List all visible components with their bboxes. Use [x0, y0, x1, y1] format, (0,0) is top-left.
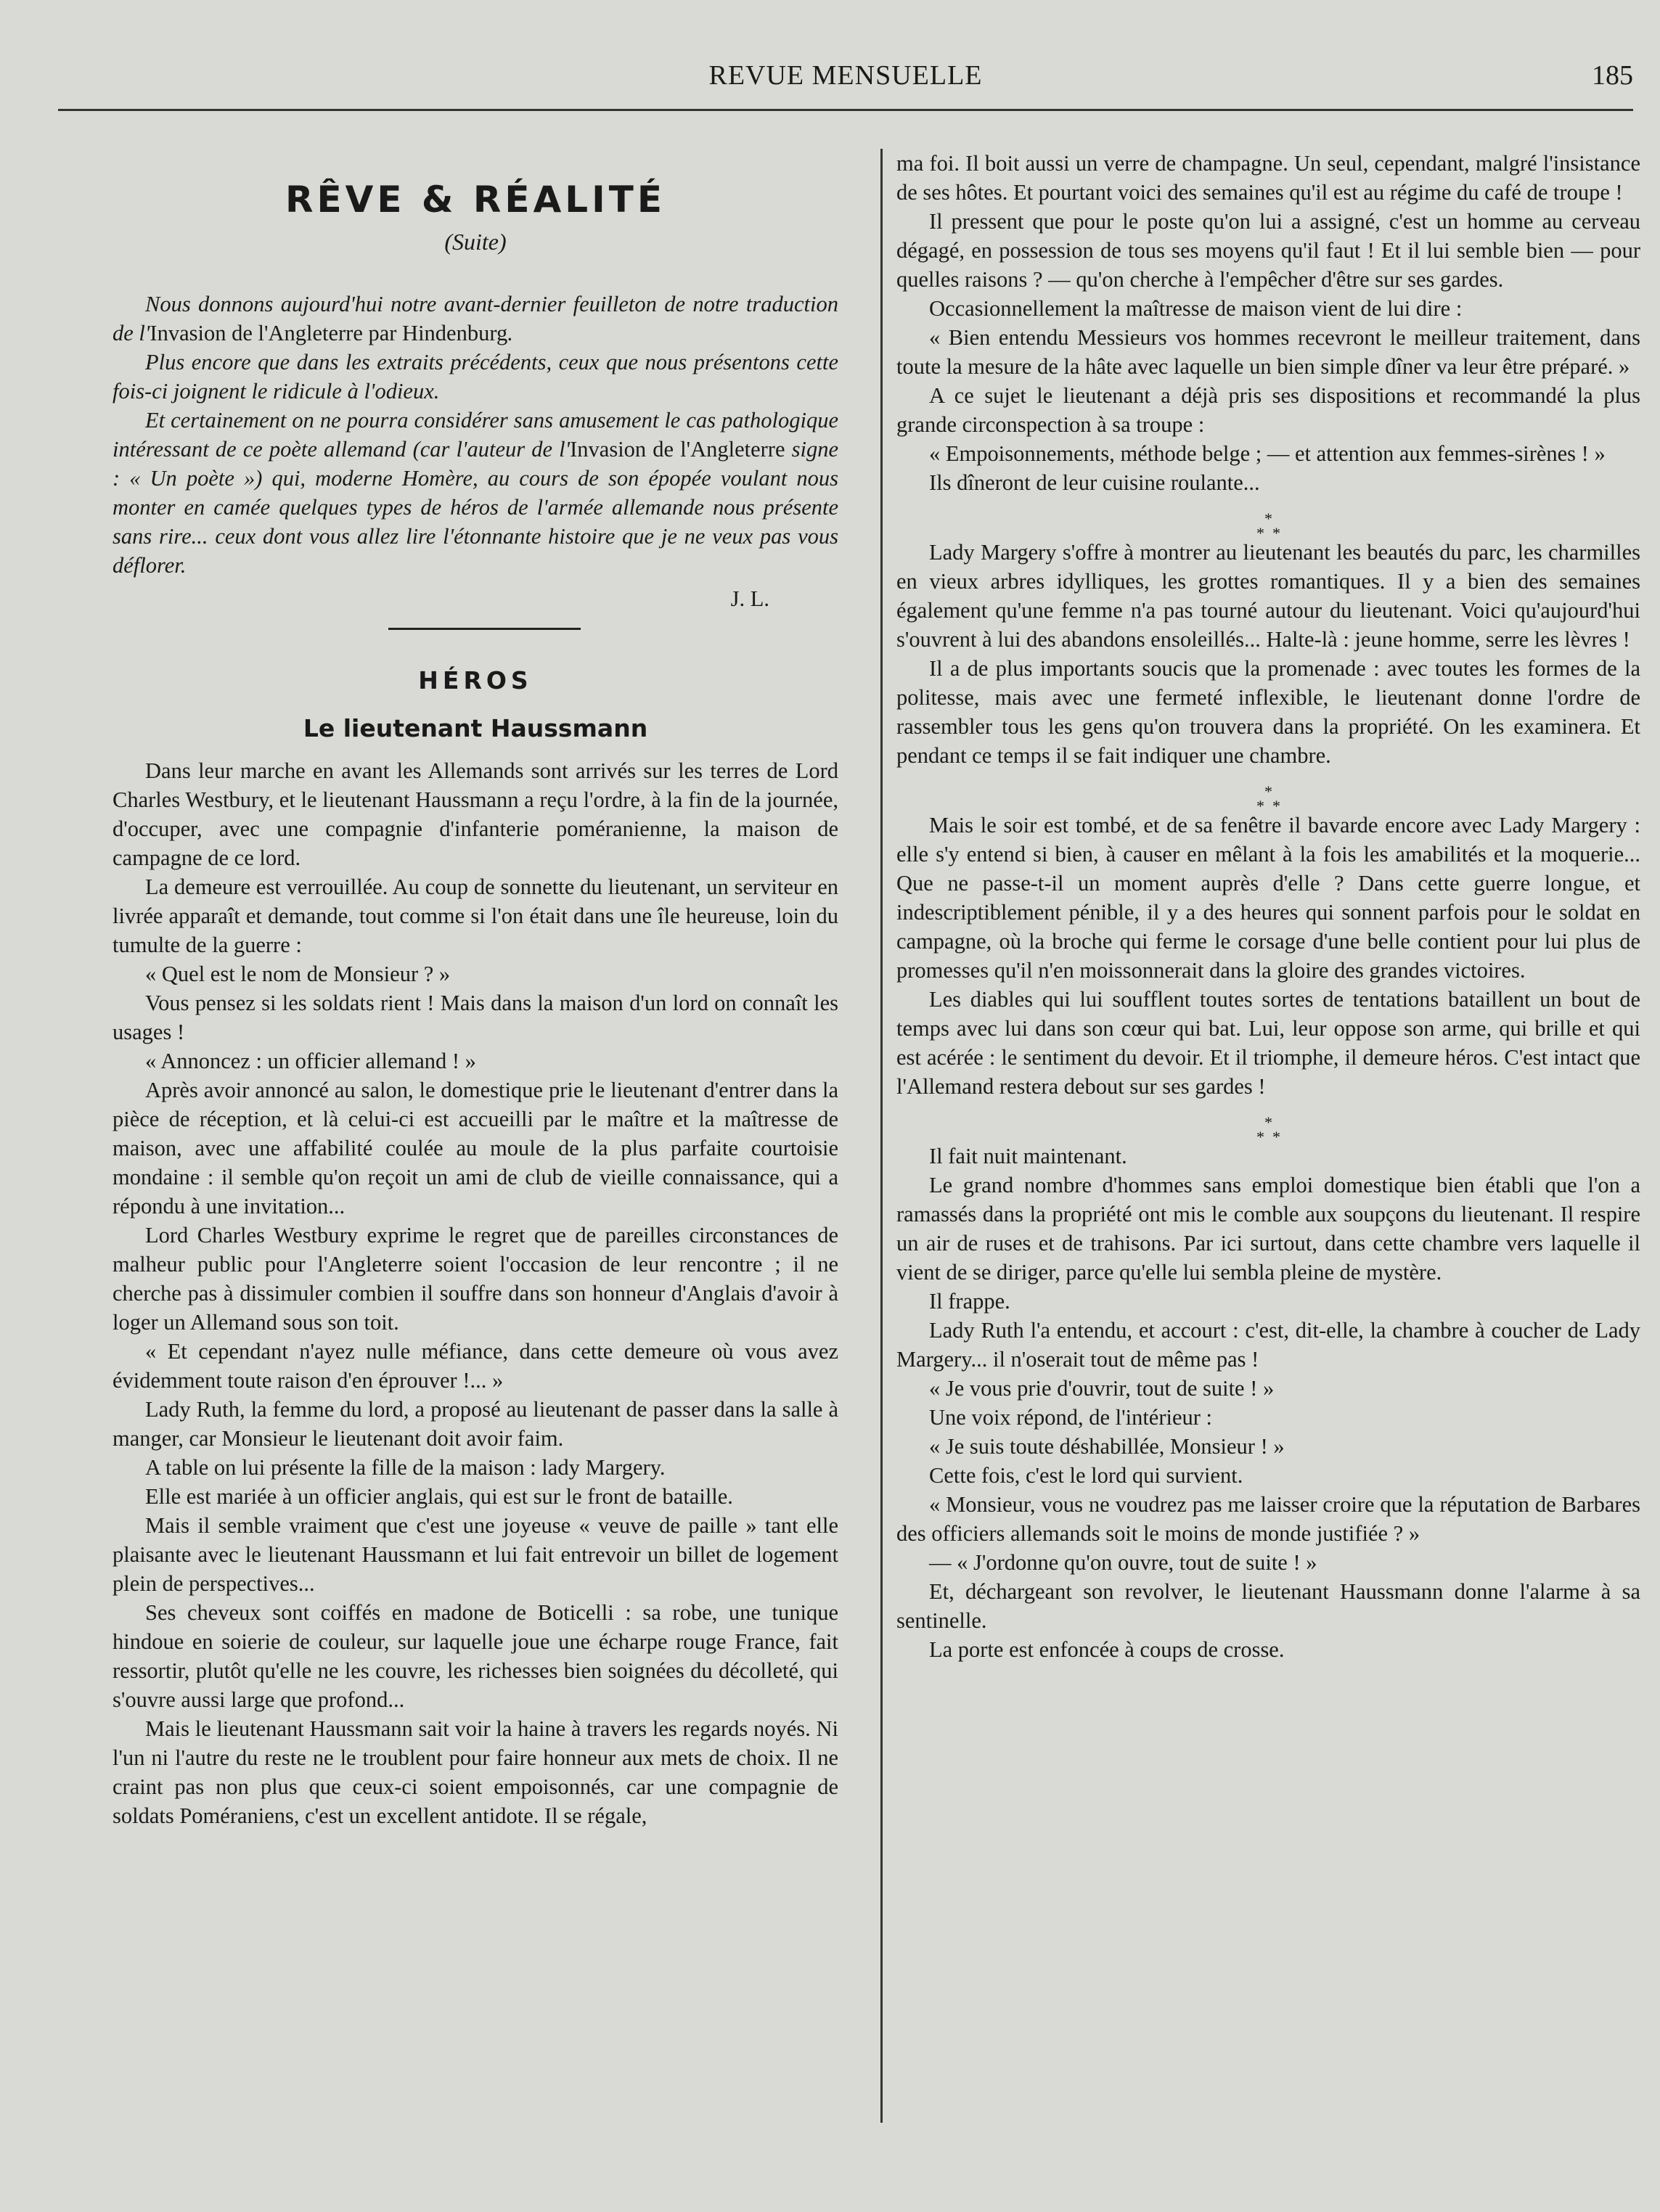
- column-divider: [880, 149, 883, 2123]
- page-number: 185: [1592, 60, 1633, 91]
- paragraph: Lord Charles Westbury exprime le regret que de pareilles circonstances de malheur public pour l'Angleterre soient l'occasion de leur rencontre ; il ne cherche pas à dissimuler combien il souffre dans son honneur d'Anglais d'avoir à loger un Allemand sous son toit.: [113, 1223, 838, 1335]
- paragraph: La demeure est verrouillée. Au coup de sonnette du lieutenant, un serviteur en livrée apparaît et demande, tout comme si l'on était dans une île heureuse, loin du tumulte de la guerre :: [113, 874, 838, 957]
- story-body-left: [113, 756, 838, 1830]
- paragraph: Il frappe.: [929, 1289, 1010, 1314]
- section-rule: [388, 628, 581, 630]
- section-subtitle: Le lieutenant Haussmann: [303, 714, 648, 742]
- section-break-stars: [896, 770, 1640, 815]
- paragraph: — « J'ordonne qu'on ouvre, tout de suite ! »: [929, 1550, 1317, 1575]
- paragraph: Occasionnellement la maîtresse de maison vient de lui dire :: [929, 296, 1463, 321]
- paragraph: La porte est enfoncée à coups de crosse.: [929, 1637, 1285, 1662]
- asterism: * *: [1256, 524, 1280, 542]
- paragraph: Ses cheveux sont coiffés en madone de Boticelli : sa robe, une tunique hindoue en soierie de couleur, sur laquelle joue une écharpe rouge France, fait ressortir, plutôt qu'elle ne les couvre, les richesses bien soignées du décolleté, qui s'ouvre aussi large que profond...: [113, 1600, 838, 1712]
- paragraph: Après avoir annoncé au salon, le domestique prie le lieutenant d'entrer dans la pièce de réception, et là celui-ci est accueilli par le maître et la maîtresse de maison, avec une affabilité coulée au moule de la plus parfaite courtoisie mondaine : il semble qu'on reçoit un ami de club de vieille connaissance, qui a répondu à une invitation...: [113, 1078, 838, 1218]
- intro-paragraph: Plus encore que dans les extraits précédents, ceux que nous présentons cette fois-ci joignent le ridicule à l'odieux.: [113, 350, 838, 404]
- editor-signature: J. L.: [730, 586, 769, 611]
- story-block-1: [896, 149, 1640, 497]
- asterism: *: [1264, 1113, 1272, 1131]
- story-block-3: [896, 811, 1640, 1101]
- paragraph: « Je suis toute déshabillée, Monsieur ! »: [929, 1434, 1285, 1459]
- paragraph: « Bien entendu Messieurs vos hommes recevront le meilleur traitement, dans toute la mesure de la hâte avec laquelle un bien simple dîner va leur être préparé. »: [896, 325, 1640, 379]
- right-column: [896, 149, 1640, 1664]
- paragraph: « Monsieur, vous ne voudrez pas me laisser croire que la réputation de Barbares des officiers allemands soit le moins de monde justifiée ? »: [896, 1492, 1640, 1546]
- paragraph: Une voix répond, de l'intérieur :: [929, 1405, 1213, 1430]
- story-block-2: [896, 538, 1640, 770]
- paragraph: « Empoisonnements, méthode belge ; — et attention aux femmes-sirènes ! »: [929, 441, 1606, 466]
- paragraph: ma foi. Il boit aussi un verre de champagne. Un seul, cependant, malgré l'insistance de ses hôtes. Et pourtant voici des semaines qu'il est au régime du café de troupe !: [896, 151, 1640, 205]
- header-rule: [58, 109, 1633, 111]
- section-break-stars: [896, 497, 1640, 542]
- paragraph: Lady Margery s'offre à montrer au lieutenant les beautés du parc, les charmilles en vieux arbres idylliques, les grottes romantiques. Il y a bien des semaines également qu'une femme n'a pas tourné autour du lieutenant. Voici qu'aujourd'hui s'ouvrent à lui des abandons ensoleillés... Halte-là : jeune homme, serre les lèvres !: [896, 540, 1640, 652]
- paragraph: Lady Ruth, la femme du lord, a proposé au lieutenant de passer dans la salle à manger, car Monsieur le lieutenant doit avoir faim.: [113, 1397, 838, 1451]
- asterism: *: [1264, 509, 1272, 528]
- running-header: [58, 60, 1633, 103]
- asterism: * *: [1256, 797, 1280, 815]
- paragraph: « Quel est le nom de Monsieur ? »: [145, 962, 451, 986]
- section-break-stars: [896, 1101, 1640, 1146]
- paragraph: Vous pensez si les soldats rient ! Mais dans la maison d'un lord on connaît les usages !: [113, 991, 838, 1044]
- paragraph: Le grand nombre d'hommes sans emploi domestique bien établi que l'on a ramassés dans la propriété ont mis le comble aux soupçons du lieutenant. Il respire un air de ruses et de trahisons. Par ici surtout, dans cette chambre vers laquelle il vient de se diriger, parce qu'elle lui sembla pleine de mystère.: [896, 1173, 1640, 1285]
- paragraph: A ce sujet le lieutenant a déjà pris ses dispositions et recommandé la plus grande circonspection à sa troupe :: [896, 383, 1640, 437]
- intro-paragraph: Et certainement on ne pourra considérer sans amusement le cas pathologique intéressant de ce poète allemand (car l'auteur de l'Invasion de l'Angleterre signe : « Un poète ») qui, moderne Homère, au cours de son épopée voulant nous monter en camée quelques types de héros de l'armée allemande nous présente sans rire... ceux dont vous allez lire l'étonnante histoire que je ne veux pas vous déflorer.: [113, 408, 838, 578]
- left-column: [113, 149, 838, 1830]
- section-title: HÉROS: [418, 666, 533, 695]
- paragraph: Mais le lieutenant Haussmann sait voir la haine à travers les regards noyés. Ni l'un ni l'autre du reste ne le troublent pour faire honneur aux mets de choix. Il ne craint pas non plus que ceux-ci soient empoisonnés, car une compagnie de soldats Poméraniens, c'est un excellent antidote. Il se régale,: [113, 1716, 838, 1828]
- paragraph: Il a de plus importants soucis que la promenade : avec toutes les formes de la politesse, mais avec une fermeté inflexible, le lieutenant donne l'ordre de rassembler tous les gens qu'on trouvera dans la propriété. On les examinera. Et pendant ce temps il se fait indiquer une chambre.: [896, 656, 1640, 768]
- paragraph: Il pressent que pour le poste qu'on lui a assigné, c'est un homme au cerveau dégagé, en possession de tous ses moyens qu'il faut ! Et il lui semble bien — pour quelles raisons ? — qu'on cherche à l'empêcher d'être sur ses gardes.: [896, 209, 1640, 292]
- paragraph: A table on lui présente la fille de la maison : lady Margery.: [145, 1455, 666, 1480]
- asterism: *: [1264, 782, 1272, 800]
- paragraph: Il fait nuit maintenant.: [929, 1144, 1127, 1168]
- intro-paragraph: Nous donnons aujourd'hui notre avant-dernier feuilleton de notre traduction de l'Invasion de l'Angleterre par Hindenburg.: [113, 292, 838, 345]
- article-title: RÊVE & RÉALITÉ: [285, 179, 666, 221]
- paragraph: « Annoncez : un officier allemand ! »: [145, 1049, 476, 1073]
- paragraph: « Je vous prie d'ouvrir, tout de suite ! »: [929, 1376, 1275, 1401]
- running-title: REVUE MENSUELLE: [708, 60, 983, 91]
- editor-intro: [113, 290, 838, 580]
- paragraph: Ils dîneront de leur cuisine roulante...: [929, 470, 1260, 495]
- paragraph: Elle est mariée à un officier anglais, qui est sur le front de bataille.: [145, 1484, 733, 1509]
- paragraph: Et, déchargeant son revolver, le lieutenant Haussmann donne l'alarme à sa sentinelle.: [896, 1579, 1640, 1633]
- paragraph: Lady Ruth l'a entendu, et accourt : c'est, dit-elle, la chambre à coucher de Lady Margery... il n'oserait tout de même pas !: [896, 1318, 1640, 1372]
- paragraph: Cette fois, c'est le lord qui survient.: [929, 1463, 1243, 1488]
- story-block-4: [896, 1142, 1640, 1664]
- paragraph: Les diables qui lui soufflent toutes sortes de tentations bataillent un bout de temps avec lui dans son cœur qui bat. Lui, leur oppose son arme, qui brille et qui est acérée : le sentiment du devoir. Et il triomphe, il demeure héros. C'est intact que l'Allemand restera debout sur ses gardes !: [896, 987, 1640, 1099]
- asterism: * *: [1256, 1128, 1280, 1146]
- paragraph: « Et cependant n'ayez nulle méfiance, dans cette demeure où vous avez évidemment toute raison d'en éprouver !... »: [113, 1339, 838, 1393]
- paragraph: Mais il semble vraiment que c'est une joyeuse « veuve de paille » tant elle plaisante avec le lieutenant Haussmann et lui fait entrevoir un billet de logement plein de perspectives...: [113, 1513, 838, 1596]
- paragraph: Mais le soir est tombé, et de sa fenêtre il bavarde encore avec Lady Margery : elle s'y entend si bien, à causer en mêlant à la fois les amabilités et la moquerie... Que ne passe-t-il un moment auprès d'elle ? Dans cette guerre longue, et indescriptiblement pénible, il y a des heures qui sonnent parfois pour le soldat en campagne, où la broche qui ferme le corsage d'une belle contient pour lui plus de promesses qu'il n'en moissonnerait dans la gloire des grandes victoires.: [896, 813, 1640, 983]
- article-subtitle: (Suite): [444, 229, 507, 255]
- paragraph: Dans leur marche en avant les Allemands sont arrivés sur les terres de Lord Charles Westbury, et le lieutenant Haussmann a reçu l'ordre, à la fin de la journée, d'occuper, avec une compagnie d'infanterie poméranienne, la maison de campagne de ce lord.: [113, 758, 838, 870]
